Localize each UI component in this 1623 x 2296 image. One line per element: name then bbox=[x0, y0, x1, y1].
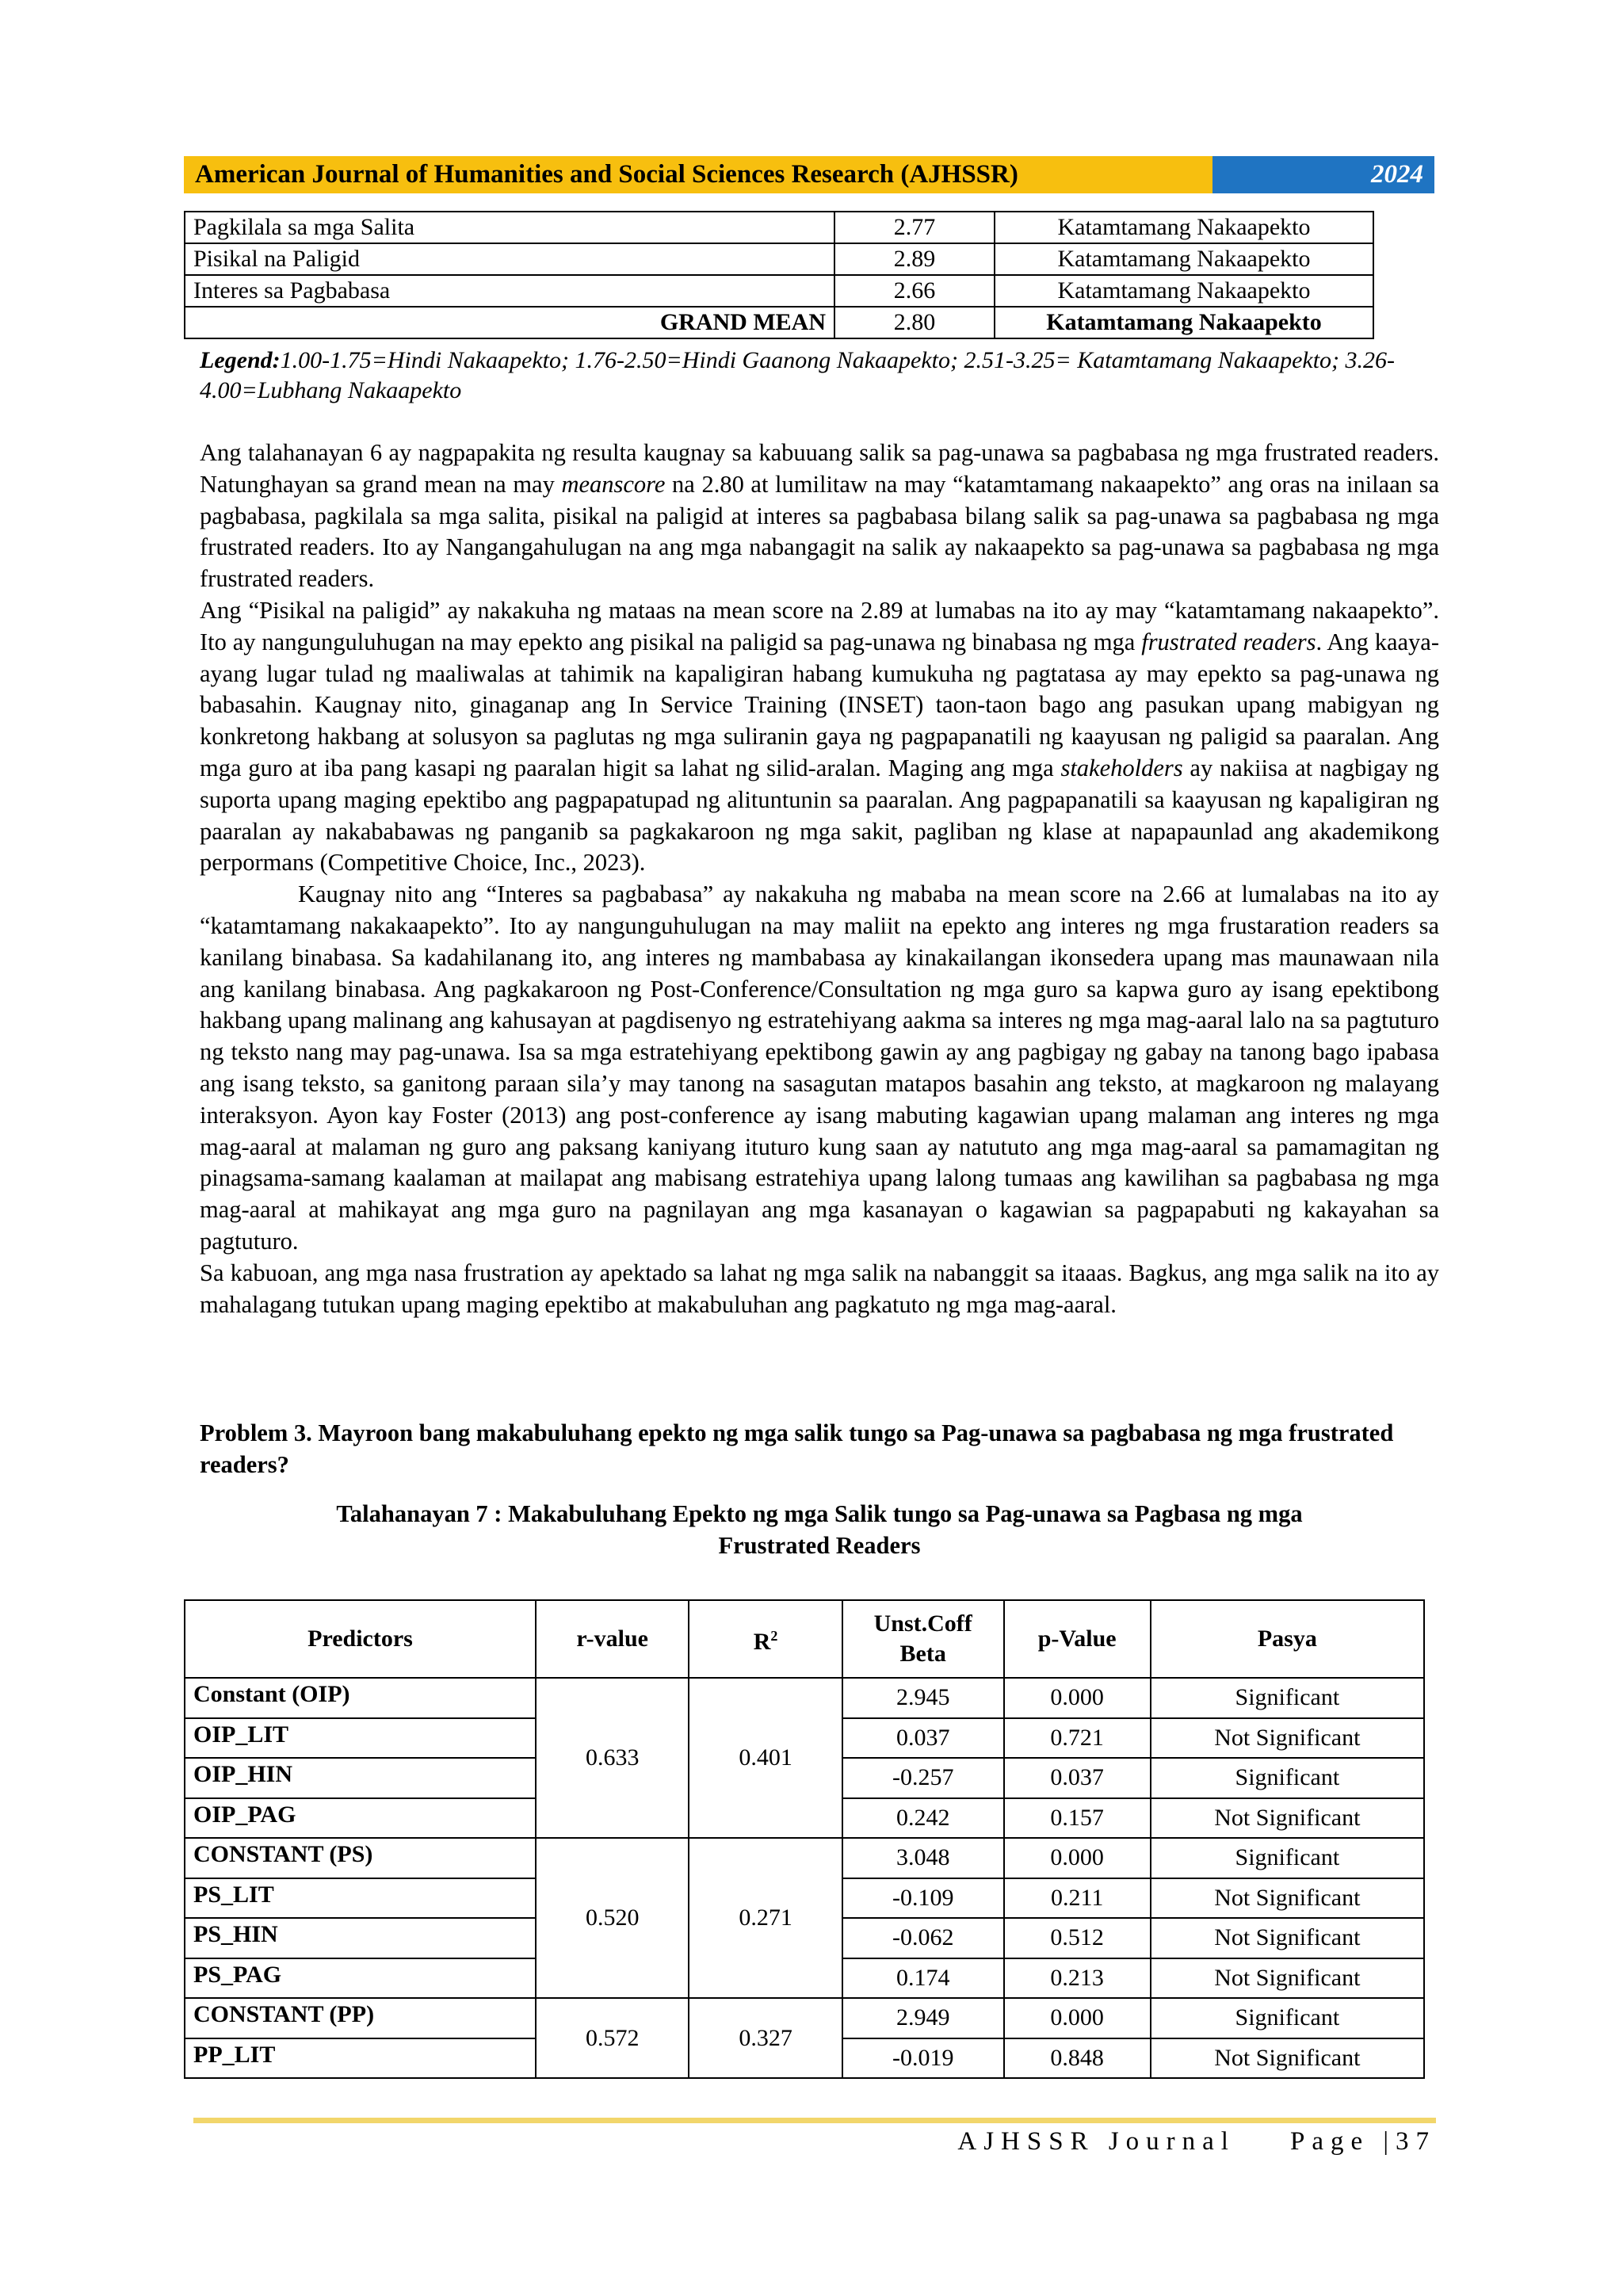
grand-mean-value: 2.80 bbox=[834, 307, 995, 338]
pasya-cell: Not Significant bbox=[1151, 1718, 1424, 1759]
table-row bbox=[185, 1838, 1424, 1878]
table-6-continuation bbox=[184, 211, 1374, 339]
text-run: Ang talahanayan 6 ay nagpapakita ng resulta kaugnay sa kabuuang salik sa pag-unawa sa pagbabasa ng mga frustrated readers. Natunghayan sa grand mean na may bbox=[200, 439, 1439, 498]
journal-title: American Journal of Humanities and Social Sciences Research (AJHSSR) bbox=[184, 156, 1212, 193]
footer-journal: AJHSSR Journal bbox=[957, 2127, 1235, 2156]
header-r-value: r-value bbox=[536, 1600, 689, 1678]
r-value-cell: 0.572 bbox=[536, 1998, 689, 2078]
pasya-cell: Significant bbox=[1151, 1838, 1424, 1878]
p-value-cell: 0.211 bbox=[1004, 1878, 1151, 1919]
predictor-cell: PS_HIN bbox=[185, 1918, 536, 1958]
beta-cell: 0.242 bbox=[842, 1798, 1004, 1839]
text-run: Ang “Pisikal na paligid” ay nakakuha ng mataas na mean score na 2.89 at lumabas na ito ay may “katamtamang nakaapekto”. Ito ay nangunguluhugan na may epekto ang pisikal na paligid sa pag-unawa ng binabasa ng mga bbox=[200, 596, 1439, 655]
r2-superscript: 2 bbox=[770, 1628, 778, 1644]
p-value-cell: 0.000 bbox=[1004, 1678, 1151, 1718]
mean-cell: 2.77 bbox=[834, 212, 995, 243]
grand-mean-row bbox=[185, 307, 1373, 338]
beta-cell: -0.257 bbox=[842, 1758, 1004, 1798]
table-row bbox=[185, 1678, 1424, 1718]
table-row bbox=[185, 1998, 1424, 2038]
beta-cell: 0.174 bbox=[842, 1958, 1004, 1999]
page-footer bbox=[792, 2127, 1436, 2157]
predictor-cell: CONSTANT (PS) bbox=[185, 1838, 536, 1878]
header-p-value: p-Value bbox=[1004, 1600, 1151, 1678]
p-value-cell: 0.848 bbox=[1004, 2038, 1151, 2079]
table-header-row bbox=[185, 1600, 1424, 1678]
text-run: stakeholders bbox=[1060, 754, 1183, 781]
predictor-cell: OIP_LIT bbox=[185, 1718, 536, 1759]
r2-cell: 0.271 bbox=[689, 1838, 842, 1998]
table-row bbox=[185, 212, 1373, 243]
table-7-caption bbox=[200, 1498, 1439, 1561]
beta-label-2: Beta bbox=[899, 1641, 946, 1667]
header-predictors: Predictors bbox=[185, 1600, 536, 1678]
beta-cell: 2.945 bbox=[842, 1678, 1004, 1718]
pasya-cell: Not Significant bbox=[1151, 1918, 1424, 1958]
r2-label: R bbox=[753, 1629, 771, 1655]
mean-cell: 2.89 bbox=[834, 243, 995, 275]
pasya-cell: Not Significant bbox=[1151, 2038, 1424, 2079]
journal-year: 2024 bbox=[1212, 156, 1434, 193]
grand-mean-interpretation: Katamtamang Nakaapekto bbox=[995, 307, 1373, 338]
legend-label: Legend: bbox=[200, 347, 281, 373]
footer-rule bbox=[193, 2118, 1436, 2123]
header-r2 bbox=[689, 1600, 842, 1678]
pasya-cell: Not Significant bbox=[1151, 1878, 1424, 1919]
text-run: meanscore bbox=[561, 470, 666, 498]
predictor-cell: OIP_PAG bbox=[185, 1798, 536, 1839]
paragraph bbox=[200, 595, 1439, 879]
table-legend bbox=[200, 346, 1404, 406]
header-beta bbox=[842, 1600, 1004, 1678]
beta-label-1: Unst.Coff bbox=[873, 1610, 972, 1637]
caption-line: Frustrated Readers bbox=[718, 1532, 921, 1559]
predictor-cell: PP_LIT bbox=[185, 2038, 536, 2079]
pasya-cell: Not Significant bbox=[1151, 1798, 1424, 1839]
r2-cell: 0.401 bbox=[689, 1678, 842, 1838]
pasya-cell: Significant bbox=[1151, 1758, 1424, 1798]
text-run: frustrated readers bbox=[1141, 628, 1316, 655]
r2-cell: 0.327 bbox=[689, 1998, 842, 2078]
text-run: na 2.80 at lumilitaw na may “katamtamang nakaapekto” ang oras na inilaan sa pagbabasa, pagkilala sa mga salita, pisikal na paligid at interes sa pagbabasa bilang salik sa pag-unawa sa pagbabasa ng mga frustrated readers. Ito ay Nangangahulugan na ang mga nabangagit na salik ay nakaapekto sa pag-unawa sa pagbabasa ng mga frustrated readers. bbox=[200, 470, 1439, 593]
r-value-cell: 0.520 bbox=[536, 1838, 689, 1998]
p-value-cell: 0.157 bbox=[1004, 1798, 1151, 1839]
mean-cell: 2.66 bbox=[834, 275, 995, 307]
text-run: . Ang kaaya-ayang lugar tulad ng maaliwalas at tahimik na kapaligiran habang kumukuha ng pagtatasa ay may epekto sa pag-unawa ng babasahin. Kaugnay nito, ginaganap ang In Service Training (INSET) taon-taon bago ang pasukan upang mabigyan ng konkretong hakbang at solusyon sa paglutas ng mga suliranin gaya ng pagpapanatili ng kaayusan ng paligid sa paaralan. Ang mga guro at iba pang kasapi ng paaralan higit sa lahat ng silid-aralan. Maging ang mga bbox=[200, 628, 1439, 781]
beta-cell: 2.949 bbox=[842, 1998, 1004, 2038]
predictor-cell: PS_LIT bbox=[185, 1878, 536, 1919]
predictor-cell: OIP_HIN bbox=[185, 1758, 536, 1798]
interpretation-cell: Katamtamang Nakaapekto bbox=[995, 212, 1373, 243]
p-value-cell: 0.512 bbox=[1004, 1918, 1151, 1958]
text-run: ay nakiisa at nagbigay ng suporta upang maging epektibo ang pagpapatupad ng alituntunin sa paaralan. Ang pagpapanatili sa kaayusan ng kapaligiran ng paaralan ay nakababawas ng panganib sa pagkakaroon ng mga sakit, pagliban ng klase at napapaunlad ang akademikong perpormans (Competitive Choice, Inc., 2023). bbox=[200, 754, 1439, 877]
paragraph: Kaugnay nito ang “Interes sa pagbabasa” ay nakakuha ng mababa na mean score na 2.66 at lumalabas na ito ay “katamtamang nakakaapekto”. Ito ay nangunguhulugan na may maliit na epekto ang interes ng mga frustaration readers sa kanilang binabasa. Sa kadahilanang ito, ang interes ng mambabasa ay kinakailangan ikonsedera upang mas maunawaan nila ang kanilang binabasa. Ang pagkakaroon ng Post-Conference/Consultation ng mga guro sa kapwa guro ay isang epektibong hakbang upang malinang ang kahusayan at pagdisenyo ng estratehiyang aakma sa interes ng mga mag-aaral lalo na sa pagtuturo ng teksto nang may pag-unawa. Isa sa mga estratehiyang epektibong gawin ay ang pagbigay ng gabay na tanong bago ipabasa ang isang teksto, sa ganitong paraan sila’y may tanong na sasagutan matapos basahin ang teksto, at magkaroon ng malayang interaksyon. Ayon kay Foster (2013) ang post-conference ay isang mabuting kagawian upang malaman ang interes ng mga mag-aaral at malaman ng guro ang paksang kaniyang ituturo kung saan ay natututo ang mga mag-aaral sa pamamagitan ng pinagsama-samang kaalaman at mailapat ang mabisang estratehiya upang lalong tumaas ang kawilihan sa pagbabasa ng mga mag-aaral at mahikayat ang mga guro na pagnilayan ang mga kasanayan o kagawian sa pagpapabuti ng kakayahan sa pagtuturo. bbox=[200, 881, 1439, 1255]
beta-cell: 3.048 bbox=[842, 1838, 1004, 1878]
table-row bbox=[185, 243, 1373, 275]
p-value-cell: 0.000 bbox=[1004, 1838, 1151, 1878]
pasya-cell: Significant bbox=[1151, 1998, 1424, 2038]
beta-cell: -0.109 bbox=[842, 1878, 1004, 1919]
interpretation-cell: Katamtamang Nakaapekto bbox=[995, 275, 1373, 307]
legend-text: 1.00-1.75=Hindi Nakaapekto; 1.76-2.50=Hindi Gaanong Nakaapekto; 2.51-3.25= Katamtamang Nakaapekto; 3.26-4.00=Lubhang Nakaapekto bbox=[200, 347, 1396, 403]
beta-cell: 0.037 bbox=[842, 1718, 1004, 1759]
problem-heading: Problem 3. Mayroon bang makabuluhang epekto ng mga salik tungo sa Pag-unawa sa pagbabasa ng mga frustrated readers? bbox=[200, 1419, 1394, 1478]
footer-page-label: Page | bbox=[1289, 2127, 1396, 2156]
p-value-cell: 0.721 bbox=[1004, 1718, 1151, 1759]
p-value-cell: 0.213 bbox=[1004, 1958, 1151, 1999]
pasya-cell: Significant bbox=[1151, 1678, 1424, 1718]
grand-mean-label: GRAND MEAN bbox=[185, 307, 834, 338]
factor-cell: Pagkilala sa mga Salita bbox=[185, 212, 834, 243]
r-value-cell: 0.633 bbox=[536, 1678, 689, 1838]
predictor-cell: PS_PAG bbox=[185, 1958, 536, 1999]
caption-line: Talahanayan 7 : Makabuluhang Epekto ng mga Salik tungo sa Pag-unawa sa Pagbasa ng mga bbox=[336, 1500, 1303, 1527]
beta-cell: -0.019 bbox=[842, 2038, 1004, 2079]
paragraph: Sa kabuoan, ang mga nasa frustration ay apektado sa lahat ng mga salik na nabanggit sa itaaas. Bagkus, ang mga salik na ito ay mahalagang tutukan upang maging epektibo at makabuluhan ang pagkatuto ng mga mag-aaral. bbox=[200, 1259, 1439, 1318]
beta-cell: -0.062 bbox=[842, 1918, 1004, 1958]
p-value-cell: 0.000 bbox=[1004, 1998, 1151, 2038]
page-number: 37 bbox=[1396, 2127, 1436, 2156]
factor-cell: Interes sa Pagbabasa bbox=[185, 275, 834, 307]
table-row bbox=[185, 275, 1373, 307]
header-pasya: Pasya bbox=[1151, 1600, 1424, 1678]
interpretation-cell: Katamtamang Nakaapekto bbox=[995, 243, 1373, 275]
body-text bbox=[200, 437, 1439, 1320]
pasya-cell: Not Significant bbox=[1151, 1958, 1424, 1999]
table-7 bbox=[184, 1599, 1425, 2079]
predictor-cell: CONSTANT (PP) bbox=[185, 1998, 536, 2038]
p-value-cell: 0.037 bbox=[1004, 1758, 1151, 1798]
factor-cell: Pisikal na Paligid bbox=[185, 243, 834, 275]
predictor-cell: Constant (OIP) bbox=[185, 1678, 536, 1718]
paragraph bbox=[200, 437, 1439, 595]
